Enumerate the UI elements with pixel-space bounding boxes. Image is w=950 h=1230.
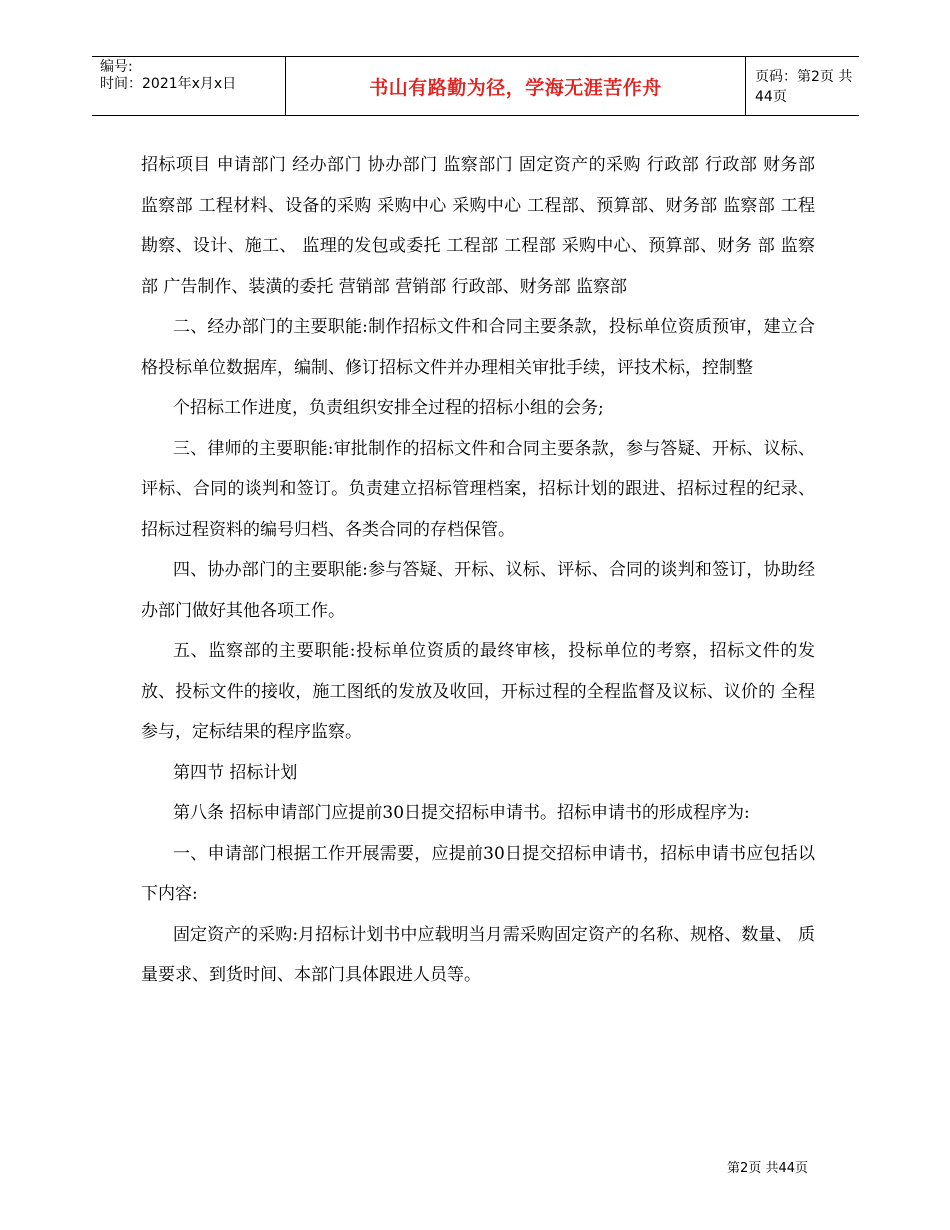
header-page-label: 页码：第2页 共44页	[755, 69, 853, 105]
paragraph: 四、协办部门的主要职能:参与答疑、开标、议标、评标、合同的谈判和签订，协助经办部门做好其他各项工作。	[141, 560, 815, 621]
paragraph: 招标项目 申请部门 经办部门 协办部门 监察部门 固定资产的采购 行政部 行政部 财务部 监察部 工程材料、设备的采购 采购中心 采购中心 工程部、预算部、财务部 监察部 工程勘察、设计、施工、 监理的发包或委托 工程部 工程部 采购中心、预算部、财务 部 监察部 广告制作、装潢的委托 营销部 营销部 行政部、财务部 监察部	[141, 155, 815, 297]
header-motto: 书山有路勤为径，学海无涯苦作舟	[369, 76, 662, 99]
paragraph: 一、申请部门根据工作开展需要，应提前30日提交招标申请书，招标申请书应包括以下内容:	[141, 843, 815, 904]
paragraph: 个招标工作进度，负责组织安排全过程的招标小组的会务;	[173, 398, 604, 418]
document-number-label: 编号:	[100, 59, 133, 75]
paragraph: 五、监察部的主要职能:投标单位资质的最终审核，投标单位的考察，招标文件的发放、投标文件的接收，施工图纸的发放及收回，开标过程的全程监督及议标、议价的 全程参与，定标结果的程序监察。	[141, 641, 815, 742]
header-page-cell	[745, 57, 859, 115]
paragraph: 固定资产的采购:月招标计划书中应载明当月需采购固定资产的名称、规格、数量、 质量要求、到货时间、本部门具体跟进人员等。	[141, 924, 815, 985]
document-time-label: 时间：2021年x月x日	[100, 76, 237, 92]
header-motto-cell	[285, 57, 746, 115]
paragraph: 第八条 招标申请部门应提前30日提交招标申请书。招标申请书的形成程序为:	[173, 803, 750, 823]
document-header	[92, 56, 859, 116]
section-heading: 第四节 招标计划	[173, 762, 298, 783]
paragraph: 三、律师的主要职能:审批制作的招标文件和合同主要条款，参与答疑、开标、议标、评标、合同的谈判和签订。负责建立招标管理档案，招标计划的跟进、招标过程的纪录、招标过程资料的编号归档、各类合同的存档保管。	[141, 438, 815, 540]
page-footer: 第2页 共44页	[727, 1161, 808, 1176]
document-body	[141, 145, 815, 996]
header-meta	[92, 57, 285, 117]
paragraph: 二、经办部门的主要职能:制作招标文件和合同主要条款，投标单位资质预审，建立合格投标单位数据库，编制、修订招标文件并办理相关审批手续，评技术标，控制整	[141, 317, 815, 378]
